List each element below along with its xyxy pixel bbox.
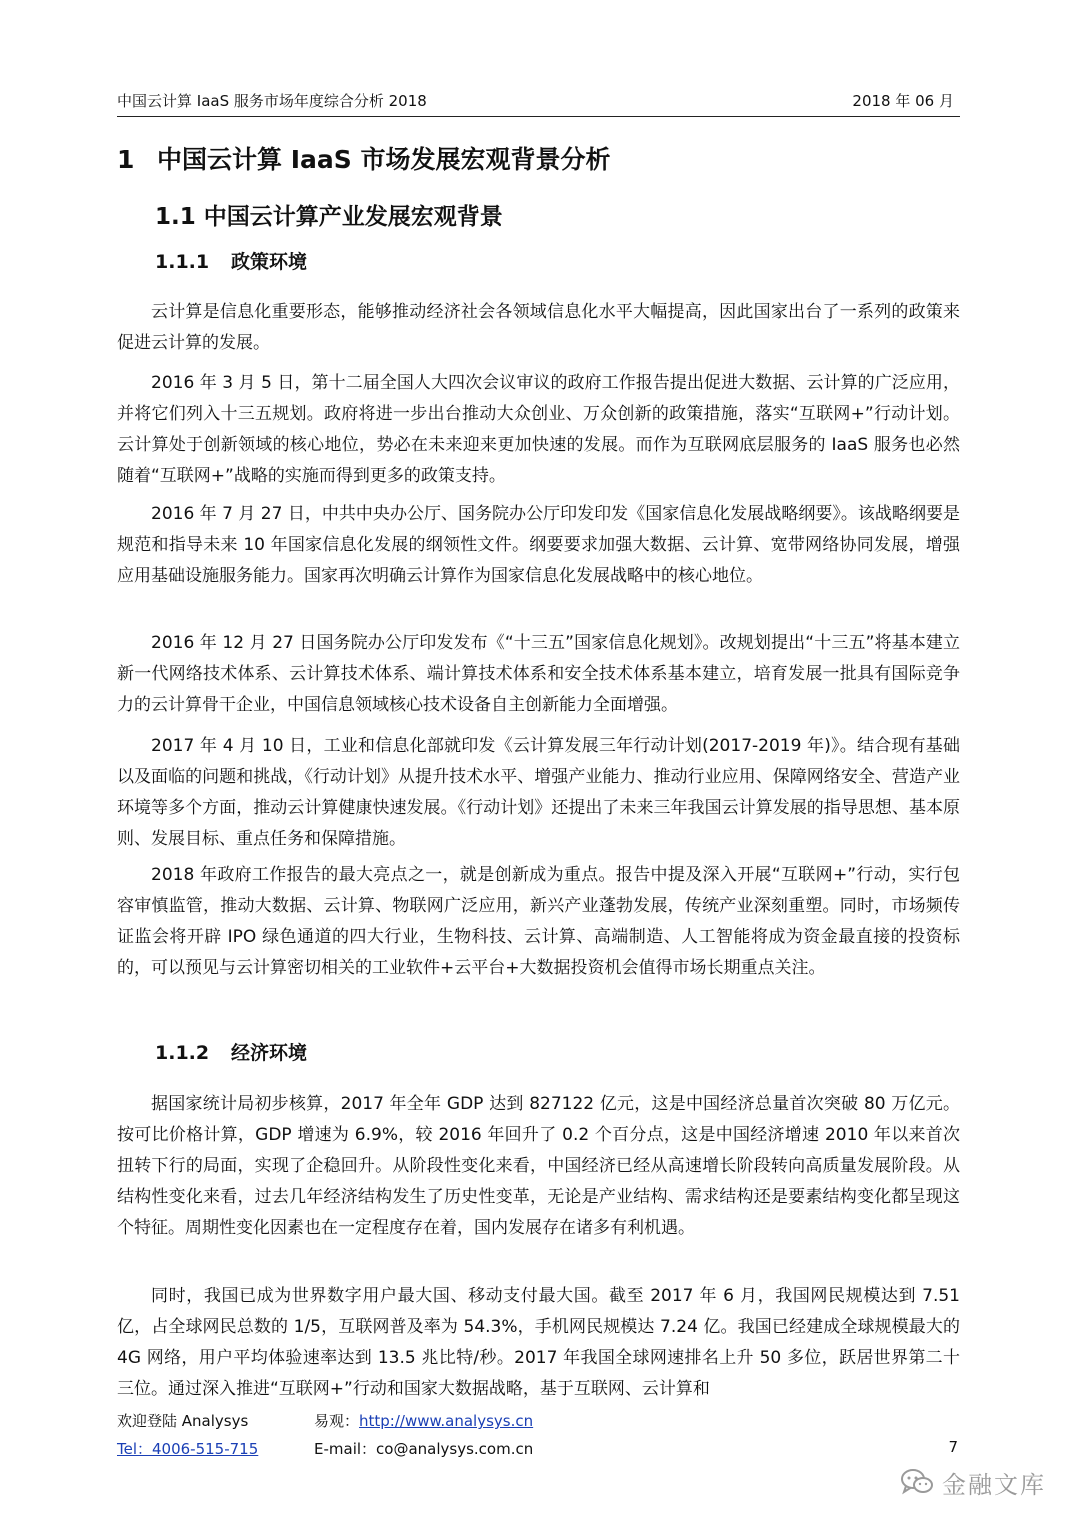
website-link[interactable]: http://www.analysys.cn [359, 1412, 534, 1430]
subsection-title: 政策环境 [231, 251, 308, 273]
paragraph: 2018 年政府工作报告的最大亮点之一，就是创新成为重点。报告中提及深入开展“互联网+”行动，实行包容审慎监管，推动大数据、云计算、物联网广泛应用，新兴产业蓬勃发展，传统产业深刻重塑。同时，市场频传证监会将开辟 IPO 绿色通道的四大行业，生物科技、云计算、高端制造、人工智能将成为资金最直接的投资标的，可以预见与云计算密切相关的工业软件+云平台+大数据投资机会值得市场长期重点关注。 [117, 865, 960, 978]
subsection-title: 经济环境 [231, 1042, 308, 1064]
paragraph: 同时，我国已成为世界数字用户最大国、移动支付最大国。截至 2017 年 6 月，我国网民规模达到 7.51 亿，占全球网民总数的 1/5，互联网普及率为 54.3%，手机网民规模达 7.24 亿。我国已经建成全球规模最大的 4G 网络，用户平均体验速率达到 13.5 兆比特/秒。2017 年我国全球网速排名上升 50 多位，跃居世界第二十三位。通过深入推进“互联网+”行动和国家大数据战略，基于互联网、云计算和 [117, 1286, 960, 1399]
chapter-heading [117, 140, 610, 176]
watermark-text: 金融文库 [942, 1470, 1046, 1499]
paragraph: 云计算是信息化重要形态，能够推动经济社会各领域信息化水平大幅提高，因此国家出台了一系列的政策来促进云计算的发展。 [117, 302, 960, 353]
paragraph: 2016 年 12 月 27 日国务院办公厅印发发布《“十三五”国家信息化规划》。改规划提出“十三五”将基本建立新一代网络技术体系、云计算技术体系、端计算技术体系和安全技术体系基本建立，培育发展一批具有国际竞争力的云计算骨干企业，中国信息领域核心技术设备自主创新能力全面增强。 [117, 633, 960, 715]
chapter-title: 中国云计算 IaaS 市场发展宏观背景分析 [157, 145, 611, 174]
watermark [900, 1462, 1046, 1502]
paragraph: 2016 年 7 月 27 日，中共中央办公厅、国务院办公厅印发印发《国家信息化发展战略纲要》。该战略纲要是规范和指导未来 10 年国家信息化发展的纲领性文件。纲要要求加强大数据、云计算、宽带网络协同发展，增强应用基础设施服务能力。国家再次明确云计算作为国家信息化发展战略中的核心地位。 [117, 504, 960, 586]
subsection-number: 1.1.1 [155, 251, 210, 273]
footer-welcome: 欢迎登陆 Analysys [117, 1412, 249, 1430]
footer-tel-link[interactable]: Tel：4006-515-715 [117, 1440, 259, 1458]
footer-website [314, 1410, 533, 1431]
paragraph: 据国家统计局初步核算，2017 年全年 GDP 达到 827122 亿元，这是中国经济总量首次突破 80 万亿元。按可比价格计算，GDP 增速为 6.9%，较 2016 年回升了 0.2 个百分点，这是中国经济增速 2010 年以来首次扭转下行的局面，实现了企稳回升。从阶段性变化来看，中国经济已经从高速增长阶段转向高质量发展阶段。从结构性变化来看，过去几年经济结构发生了历史性变革，无论是产业结构、需求结构还是要素结构变化都呈现这个特征。周期性变化因素也在一定程度存在着，国内发展存在诸多有利机遇。 [117, 1094, 960, 1238]
footer-website-label: 易观： [314, 1412, 360, 1430]
subsection-heading-economy [155, 1038, 307, 1065]
subsection-number: 1.1.2 [155, 1042, 210, 1064]
header-title: 中国云计算 IaaS 服务市场年度综合分析 2018 [117, 92, 427, 110]
wechat-icon [900, 1467, 934, 1497]
page-number: 7 [948, 1438, 958, 1456]
footer-email: E-mail：co@analysys.com.cn [314, 1440, 534, 1458]
chapter-number: 1 [117, 145, 135, 174]
page-header [117, 86, 960, 117]
paragraph: 2017 年 4 月 10 日，工业和信息化部就印发《云计算发展三年行动计划(2017-2019 年)》。结合现有基础以及面临的问题和挑战，《行动计划》从提升技术水平、增强产业能力、推动行业应用、保障网络安全、营造产业环境等多个方面，推动云计算健康快速发展。《行动计划》还提出了未来三年我国云计算发展的指导思想、基本原则、发展目标、重点任务和保障措施。 [117, 736, 960, 849]
header-date: 2018 年 06 月 [852, 92, 954, 110]
subsection-heading-policy [155, 247, 307, 274]
section-heading: 1.1 中国云计算产业发展宏观背景 [155, 204, 503, 230]
paragraph: 2016 年 3 月 5 日，第十二届全国人大四次会议审议的政府工作报告提出促进大数据、云计算的广泛应用，并将它们列入十三五规划。政府将进一步出台推动大众创业、万众创新的政策措施，落实“互联网+”行动计划。云计算处于创新领域的核心地位，势必在未来迎来更加快速的发展。而作为互联网底层服务的 IaaS 服务也必然随着“互联网+”战略的实施而得到更多的政策支持。 [117, 373, 960, 486]
